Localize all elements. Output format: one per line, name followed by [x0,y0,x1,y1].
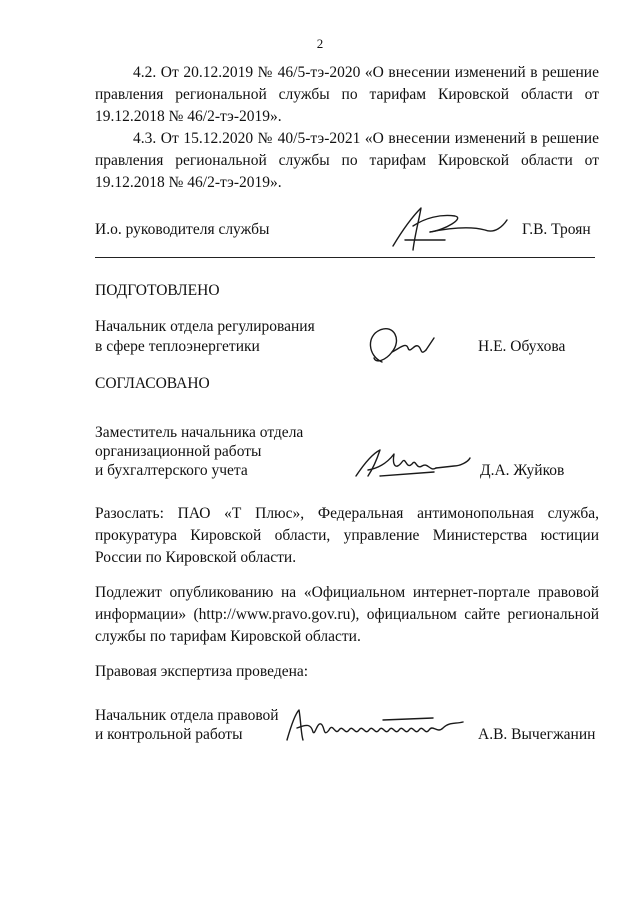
prepared-position-line2: в сфере теплоэнергетики [95,338,260,355]
legal-position-line1: Начальник отдела правовой [95,707,279,724]
legal-signature-image [283,706,468,746]
agreed-signature-image [350,440,475,485]
distribution-paragraph: Разослать: ПАО «Т Плюс», Федеральная антимонопольная служба, прокуратура Кировской области, управление Министерства юстиции России по Кировской области. [95,505,599,566]
prepared-signature-image [362,322,442,372]
prepared-name: Н.Е. Обухова [478,338,566,355]
prepared-heading: ПОДГОТОВЛЕНО [95,282,220,299]
list-item-text: 4.3. От 15.12.2020 № 40/5-тэ-2021 «О внесении изменений в решение правления региональной службы по тарифам Кировской области от 19.12.2018 № 46/2-тэ-2019». [95,130,599,191]
legal-position-line2: и контрольной работы [95,726,243,743]
agreed-position-line1: Заместитель начальника отдела [95,424,304,441]
legal-name: А.В. Вычегжанин [478,726,596,743]
head-signature-image [385,196,515,256]
page-number: 2 [316,36,324,51]
agreed-position-line2: организационной работы [95,443,262,460]
agreed-heading: СОГЛАСОВАНО [95,375,210,392]
agreed-name: Д.А. Жуйков [480,462,565,479]
publication-paragraph: Подлежит опубликованию на «Официальном интернет-портале правовой информации» (http://www.pravo.gov.ru), официальном сайте региональной службы по тарифам Кировской области. [95,584,599,645]
divider [95,257,595,258]
prepared-position-line1: Начальник отдела регулирования [95,318,315,335]
agreed-position-line3: и бухгалтерского учета [95,462,248,479]
legal-review-statement: Правовая экспертиза проведена: [95,663,309,680]
head-name: Г.В. Троян [522,221,591,238]
list-item-4-3 [95,128,599,194]
list-item-text: 4.2. От 20.12.2019 № 46/5-тэ-2020 «О внесении изменений в решение правления региональной службы по тарифам Кировской области от 19.12.2018 № 46/2-тэ-2019». [95,64,599,125]
list-item-4-2 [95,62,599,128]
head-position: И.о. руководителя службы [95,221,270,238]
